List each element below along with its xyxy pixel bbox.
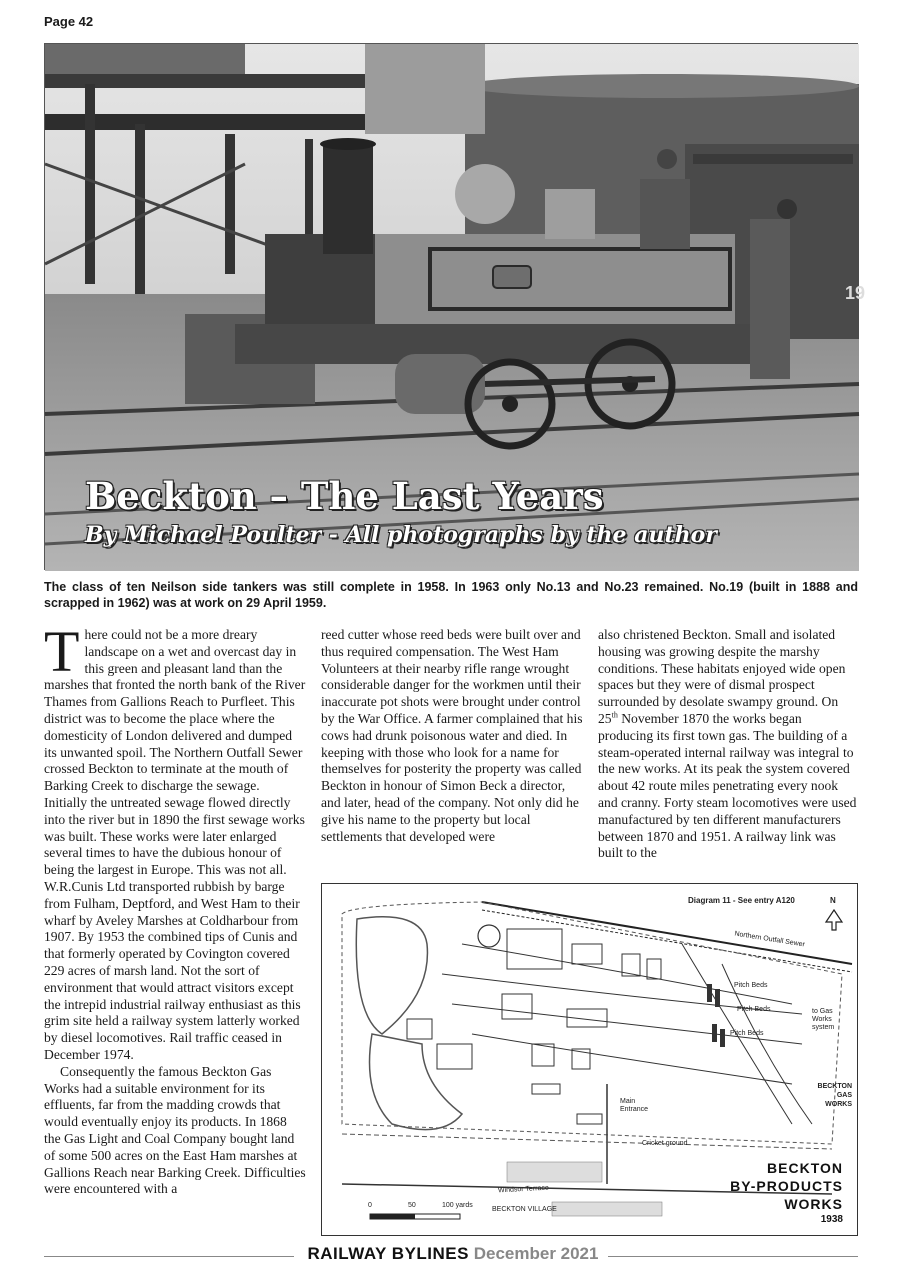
diagram-title-line: WORKS	[784, 1196, 843, 1212]
cricket-ground-label: Cricket ground	[642, 1140, 688, 1147]
paragraph: Consequently the famous Beckton Gas Works had a suitable environment for its effluents, far from the madding crowds that would eventually enjoy its products. In 1868 the Gas Light and Coal Company bought land of some 500 acres on the East Ham marshes at Gallions Reach near Barking Creek. Difficulties were encountered with a	[44, 1063, 306, 1197]
diagram-title-line: BY-PRODUCTS	[730, 1178, 843, 1194]
paragraph	[44, 619, 306, 1064]
wagon-number: 19	[845, 283, 866, 303]
photo-caption: The class of ten Neilson side tankers was still complete in 1958. In 1963 only No.13 and No.23 remained. No.19 (built in 1888 and scrapped in 1962) was at work on 29 April 1959.	[44, 580, 858, 610]
to-gas-works-label: to Gas Works system	[812, 1008, 835, 1031]
ordinal-suffix: th	[611, 710, 618, 720]
drop-cap: T	[44, 619, 80, 684]
sewer-label: Northern Outfall Sewer	[733, 930, 806, 949]
diagram-reference: Diagram 11 - See entry A120	[688, 896, 795, 905]
article-column-1	[44, 619, 306, 1198]
article-headline: Beckton – The Last Years	[85, 474, 604, 518]
pitch-beds-label: Pitch Beds	[734, 982, 768, 989]
paragraph	[598, 627, 860, 862]
windsor-terrace-label: Windsor Terrace	[497, 1184, 549, 1195]
paragraph-text: here could not be a more dreary landscape on a wet and overcast day in this green and pleasant land than the marshes that fronted the north bank of the River Thames from Gallions Reach to Purfleet. This district was to become the place where the domesticity of London delivered and dumped its unwanted spoil. The Northern Outfall Sewer crossed Beckton to terminate at the mouth of Barking Creek to discharge the sewage. Initially the untreated sewage flowed directly into the river but in 1890 the first sewage works was built. These works were later enlarged several times to have the dubious honour of being the largest in Europe. This was not all. W.R.Cunis Ltd transported rubbish by barge from Fulham, Deptford, and West Ham to their wharf by Aveley Marshes at Coldharbour from 1907. By 1953 the combined tips of Cunis and that formerly operated by Covington covered 229 acres of marsh land. Not the sort of environment that would attract visitors except the intrepid industrial railway enthusiast as this grim site held a railway system latterly worked by diesel locomotives. Rail traffic ceased in December 1974.	[44, 627, 306, 1062]
pitch-beds-label: Pitch Beds	[730, 1030, 764, 1037]
pitch-beds-label: Pitch Beds	[737, 1006, 771, 1013]
north-label: N	[830, 896, 836, 905]
gas-works-label: BECKTON GAS WORKS	[817, 1083, 852, 1108]
scale-zero: 0	[368, 1202, 372, 1209]
article-byline: By Michael Poulter - All photographs by the author	[85, 522, 717, 548]
article-column-3	[598, 627, 860, 862]
paragraph-text: also christened Beckton. Small and isolated housing was growing despite the marshy conditions. These habitats enjoyed wide open spaces but they were of dismal prospect surrounded by desolate swampy ground. On 25	[598, 627, 846, 726]
main-entrance-label: Main Entrance	[620, 1098, 649, 1113]
scale-hundred: 100 yards	[442, 1202, 473, 1209]
footer-text	[300, 1244, 607, 1264]
site-diagram	[321, 883, 858, 1236]
magazine-title: RAILWAY BYLINES	[307, 1244, 469, 1263]
paragraph-text: November 1870 the works began producing its first town gas. The building of a steam-operated internal railway was integral to the new works. At its peak the system covered about 42 route miles penetrating every nook and cranny. Forty steam locomotives were used manufactured by ten different manufacturers between 1870 and 1951. A railway link was built to the	[598, 710, 857, 861]
diagram-title	[730, 1159, 843, 1227]
article-column-2	[321, 627, 583, 845]
issue-date: December 2021	[473, 1244, 599, 1263]
scale-fifty: 50	[408, 1202, 416, 1209]
page-number: Page 42	[44, 14, 94, 29]
locomotive-photo	[44, 43, 866, 570]
paragraph: reed cutter whose reed beds were built over and thus required compensation. The West Ham Volunteers at their nearby rifle range wrought considerable danger for the workmen until their inaccurate pot shots were brought under control by the War Office. A farmer complained that his cows had drunk poisonous water and died. In keeping with those who look for a name for themselves for posterity the property was called Beckton in honour of Simon Beck a director, and later, head of the company. Not only did he give his name to the property but local settlements that developed were	[321, 627, 583, 844]
diagram-year: 1938	[820, 1214, 843, 1225]
diagram-title-line: BECKTON	[767, 1160, 843, 1176]
page-footer	[0, 1244, 906, 1264]
beckton-village-label: BECKTON VILLAGE	[492, 1206, 557, 1213]
